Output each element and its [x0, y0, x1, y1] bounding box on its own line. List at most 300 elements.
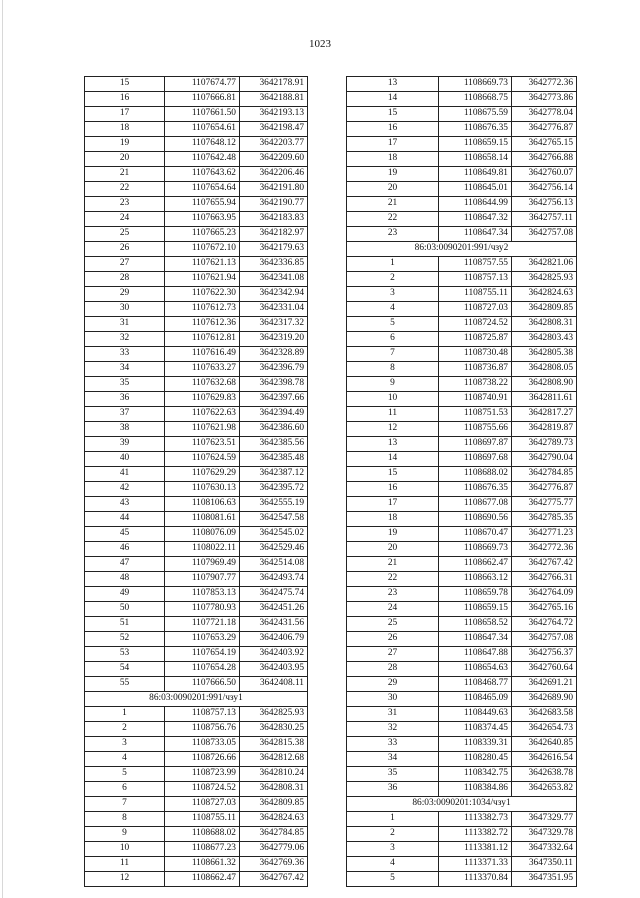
point-number-cell: 3: [347, 842, 439, 857]
x-coordinate-cell: 1107612.81: [165, 332, 240, 347]
x-coordinate-cell: 1108644.99: [439, 197, 512, 212]
y-coordinate-cell: 3642812.68: [240, 752, 308, 767]
point-number-cell: 16: [85, 92, 165, 107]
table-row: [347, 767, 577, 782]
table-row: [347, 872, 577, 887]
table-row: [347, 632, 577, 647]
x-coordinate-cell: 1108659.78: [439, 587, 512, 602]
point-number-cell: 44: [85, 512, 165, 527]
table-row: [347, 707, 577, 722]
y-coordinate-cell: 3642767.42: [240, 872, 308, 887]
x-coordinate-cell: 1108465.09: [439, 692, 512, 707]
table-row: [347, 662, 577, 677]
y-coordinate-cell: 3642773.86: [512, 92, 577, 107]
y-coordinate-cell: 3642785.35: [512, 512, 577, 527]
table-row: [347, 107, 577, 122]
point-number-cell: 4: [347, 302, 439, 317]
x-coordinate-cell: 1108688.02: [165, 827, 240, 842]
point-number-cell: 8: [347, 362, 439, 377]
y-coordinate-cell: 3642198.47: [240, 122, 308, 137]
y-coordinate-cell: 3642341.08: [240, 272, 308, 287]
x-coordinate-cell: 1107907.77: [165, 572, 240, 587]
x-coordinate-cell: 1107648.12: [165, 137, 240, 152]
point-number-cell: 15: [85, 77, 165, 92]
table-row: [347, 452, 577, 467]
y-coordinate-cell: 3642683.58: [512, 707, 577, 722]
x-coordinate-cell: 1108659.15: [439, 137, 512, 152]
y-coordinate-cell: 3642190.77: [240, 197, 308, 212]
point-number-cell: 25: [85, 227, 165, 242]
table-row: [347, 437, 577, 452]
y-coordinate-cell: 3642209.60: [240, 152, 308, 167]
table-row: [85, 602, 308, 617]
y-coordinate-cell: 3642808.05: [512, 362, 577, 377]
x-coordinate-cell: 1107633.27: [165, 362, 240, 377]
x-coordinate-cell: 1107655.94: [165, 197, 240, 212]
point-number-cell: 35: [347, 767, 439, 782]
point-number-cell: 12: [347, 422, 439, 437]
table-row: [85, 107, 308, 122]
x-coordinate-cell: 1108697.87: [439, 437, 512, 452]
table-row: [347, 407, 577, 422]
table-row: [85, 812, 308, 827]
y-coordinate-cell: 3642809.85: [512, 302, 577, 317]
table-row: [347, 842, 577, 857]
y-coordinate-cell: 3642403.95: [240, 662, 308, 677]
y-coordinate-cell: 3642387.12: [240, 467, 308, 482]
x-coordinate-cell: 1108733.05: [165, 737, 240, 752]
table-row: [85, 737, 308, 752]
y-coordinate-cell: 3642825.93: [240, 707, 308, 722]
point-number-cell: 28: [347, 662, 439, 677]
x-coordinate-cell: 1108076.09: [165, 527, 240, 542]
y-coordinate-cell: 3642824.63: [512, 287, 577, 302]
table-row: [85, 392, 308, 407]
y-coordinate-cell: 3642395.72: [240, 482, 308, 497]
point-number-cell: 26: [347, 632, 439, 647]
point-number-cell: 21: [347, 197, 439, 212]
table-row: [347, 167, 577, 182]
x-coordinate-cell: 1108668.75: [439, 92, 512, 107]
x-coordinate-cell: 1108676.35: [439, 122, 512, 137]
y-coordinate-cell: 3642756.14: [512, 182, 577, 197]
table-row: [85, 227, 308, 242]
table-row: [347, 812, 577, 827]
table-row: [85, 707, 308, 722]
y-coordinate-cell: 3642398.78: [240, 377, 308, 392]
x-coordinate-cell: 1108647.88: [439, 647, 512, 662]
x-coordinate-cell: 1108662.47: [439, 557, 512, 572]
y-coordinate-cell: 3642653.82: [512, 782, 577, 797]
y-coordinate-cell: 3647329.77: [512, 812, 577, 827]
point-number-cell: 24: [85, 212, 165, 227]
y-coordinate-cell: 3642317.32: [240, 317, 308, 332]
coordinates-table-right: [346, 76, 577, 887]
point-number-cell: 20: [85, 152, 165, 167]
point-number-cell: 54: [85, 662, 165, 677]
point-number-cell: 36: [347, 782, 439, 797]
table-row: [85, 242, 308, 257]
table-row: [347, 152, 577, 167]
point-number-cell: 5: [85, 767, 165, 782]
x-coordinate-cell: 1108751.53: [439, 407, 512, 422]
y-coordinate-cell: 3642809.85: [240, 797, 308, 812]
point-number-cell: 2: [85, 722, 165, 737]
x-coordinate-cell: 1113382.72: [439, 827, 512, 842]
table-row: [347, 737, 577, 752]
point-number-cell: 2: [347, 272, 439, 287]
y-coordinate-cell: 3642784.85: [512, 467, 577, 482]
x-coordinate-cell: 1107674.77: [165, 77, 240, 92]
table-row: [85, 197, 308, 212]
x-coordinate-cell: 1108736.87: [439, 362, 512, 377]
x-coordinate-cell: 1107653.29: [165, 632, 240, 647]
x-coordinate-cell: 1107721.18: [165, 617, 240, 632]
table-row: [347, 362, 577, 377]
y-coordinate-cell: 3642386.60: [240, 422, 308, 437]
point-number-cell: 11: [85, 857, 165, 872]
y-coordinate-cell: 3642817.27: [512, 407, 577, 422]
table-row: [85, 527, 308, 542]
x-coordinate-cell: 1108677.08: [439, 497, 512, 512]
y-coordinate-cell: 3642764.72: [512, 617, 577, 632]
y-coordinate-cell: 3642825.93: [512, 272, 577, 287]
table-row: [85, 782, 308, 797]
table-row: [85, 572, 308, 587]
table-row: [85, 182, 308, 197]
x-coordinate-cell: 1108757.55: [439, 257, 512, 272]
section-header-row: [347, 242, 577, 257]
y-coordinate-cell: 3647329.78: [512, 827, 577, 842]
table-row: [85, 617, 308, 632]
table-row: [347, 677, 577, 692]
x-coordinate-cell: 1108663.12: [439, 572, 512, 587]
x-coordinate-cell: 1107663.95: [165, 212, 240, 227]
point-number-cell: 15: [347, 467, 439, 482]
x-coordinate-cell: 1107629.83: [165, 392, 240, 407]
point-number-cell: 6: [347, 332, 439, 347]
y-coordinate-cell: 3642397.66: [240, 392, 308, 407]
x-coordinate-cell: 1113370.84: [439, 872, 512, 887]
x-coordinate-cell: 1113371.33: [439, 857, 512, 872]
point-number-cell: 37: [85, 407, 165, 422]
y-coordinate-cell: 3642756.13: [512, 197, 577, 212]
x-coordinate-cell: 1107665.23: [165, 227, 240, 242]
cadastral-number: 86:03:0090201:991/чзу2: [347, 242, 577, 257]
x-coordinate-cell: 1113381.12: [439, 842, 512, 857]
x-coordinate-cell: 1108726.66: [165, 752, 240, 767]
y-coordinate-cell: 3642803.43: [512, 332, 577, 347]
point-number-cell: 1: [347, 812, 439, 827]
table-row: [85, 857, 308, 872]
table-row: [347, 647, 577, 662]
x-coordinate-cell: 1107612.73: [165, 302, 240, 317]
y-coordinate-cell: 3642431.56: [240, 617, 308, 632]
y-coordinate-cell: 3642547.58: [240, 512, 308, 527]
x-coordinate-cell: 1108647.32: [439, 212, 512, 227]
x-coordinate-cell: 1108755.66: [439, 422, 512, 437]
table-row: [85, 347, 308, 362]
point-number-cell: 1: [85, 707, 165, 722]
y-coordinate-cell: 3642328.89: [240, 347, 308, 362]
x-coordinate-cell: 1107853.13: [165, 587, 240, 602]
point-number-cell: 4: [85, 752, 165, 767]
x-coordinate-cell: 1108661.32: [165, 857, 240, 872]
x-coordinate-cell: 1108724.52: [439, 317, 512, 332]
x-coordinate-cell: 1108654.63: [439, 662, 512, 677]
point-number-cell: 38: [85, 422, 165, 437]
x-coordinate-cell: 1108757.13: [165, 707, 240, 722]
y-coordinate-cell: 3642183.83: [240, 212, 308, 227]
x-coordinate-cell: 1107622.30: [165, 287, 240, 302]
y-coordinate-cell: 3642756.37: [512, 647, 577, 662]
y-coordinate-cell: 3642776.87: [512, 482, 577, 497]
table-row: [85, 752, 308, 767]
y-coordinate-cell: 3647332.64: [512, 842, 577, 857]
y-coordinate-cell: 3642342.94: [240, 287, 308, 302]
point-number-cell: 20: [347, 542, 439, 557]
y-coordinate-cell: 3642769.36: [240, 857, 308, 872]
table-row: [85, 272, 308, 287]
point-number-cell: 34: [85, 362, 165, 377]
y-coordinate-cell: 3642188.81: [240, 92, 308, 107]
x-coordinate-cell: 1108670.47: [439, 527, 512, 542]
point-number-cell: 18: [347, 152, 439, 167]
point-number-cell: 27: [347, 647, 439, 662]
x-coordinate-cell: 1108342.75: [439, 767, 512, 782]
y-coordinate-cell: 3642319.20: [240, 332, 308, 347]
table-row: [85, 482, 308, 497]
x-coordinate-cell: 1107622.63: [165, 407, 240, 422]
table-row: [347, 317, 577, 332]
table-row: [347, 542, 577, 557]
y-coordinate-cell: 3642206.46: [240, 167, 308, 182]
y-coordinate-cell: 3642689.90: [512, 692, 577, 707]
x-coordinate-cell: 1107642.48: [165, 152, 240, 167]
x-coordinate-cell: 1108659.15: [439, 602, 512, 617]
x-coordinate-cell: 1108757.13: [439, 272, 512, 287]
point-number-cell: 9: [347, 377, 439, 392]
y-coordinate-cell: 3642760.64: [512, 662, 577, 677]
point-number-cell: 41: [85, 467, 165, 482]
page-number: 1023: [309, 38, 331, 50]
y-coordinate-cell: 3642810.24: [240, 767, 308, 782]
point-number-cell: 25: [347, 617, 439, 632]
point-number-cell: 50: [85, 602, 165, 617]
point-number-cell: 13: [347, 437, 439, 452]
x-coordinate-cell: 1107666.50: [165, 677, 240, 692]
x-coordinate-cell: 1108374.45: [439, 722, 512, 737]
y-coordinate-cell: 3642654.73: [512, 722, 577, 737]
table-row: [85, 632, 308, 647]
table-row: [85, 662, 308, 677]
table-row: [347, 77, 577, 92]
x-coordinate-cell: 1108669.73: [439, 77, 512, 92]
point-number-cell: 19: [85, 137, 165, 152]
table-row: [85, 152, 308, 167]
x-coordinate-cell: 1107630.13: [165, 482, 240, 497]
point-number-cell: 7: [85, 797, 165, 812]
point-number-cell: 10: [85, 842, 165, 857]
table-row: [347, 572, 577, 587]
y-coordinate-cell: 3642775.77: [512, 497, 577, 512]
point-number-cell: 36: [85, 392, 165, 407]
point-number-cell: 49: [85, 587, 165, 602]
point-number-cell: 17: [347, 137, 439, 152]
table-row: [85, 77, 308, 92]
point-number-cell: 22: [347, 212, 439, 227]
y-coordinate-cell: 3642178.91: [240, 77, 308, 92]
x-coordinate-cell: 1107621.94: [165, 272, 240, 287]
y-coordinate-cell: 3642385.48: [240, 452, 308, 467]
point-number-cell: 30: [347, 692, 439, 707]
y-coordinate-cell: 3642193.13: [240, 107, 308, 122]
point-number-cell: 5: [347, 872, 439, 887]
table-row: [85, 122, 308, 137]
y-coordinate-cell: 3647350.11: [512, 857, 577, 872]
point-number-cell: 52: [85, 632, 165, 647]
y-coordinate-cell: 3642789.73: [512, 437, 577, 452]
x-coordinate-cell: 1108468.77: [439, 677, 512, 692]
point-number-cell: 23: [85, 197, 165, 212]
y-coordinate-cell: 3642757.11: [512, 212, 577, 227]
x-coordinate-cell: 1108658.52: [439, 617, 512, 632]
y-coordinate-cell: 3642475.74: [240, 587, 308, 602]
y-coordinate-cell: 3642808.31: [512, 317, 577, 332]
x-coordinate-cell: 1107666.81: [165, 92, 240, 107]
y-coordinate-cell: 3642808.31: [240, 782, 308, 797]
point-number-cell: 17: [347, 497, 439, 512]
x-coordinate-cell: 1108675.59: [439, 107, 512, 122]
x-coordinate-cell: 1108688.02: [439, 467, 512, 482]
y-coordinate-cell: 3642824.63: [240, 812, 308, 827]
point-number-cell: 18: [347, 512, 439, 527]
x-coordinate-cell: 1108384.86: [439, 782, 512, 797]
table-row: [85, 377, 308, 392]
cadastral-number: 86:03:0090201:1034/чзу1: [347, 797, 577, 812]
table-row: [85, 797, 308, 812]
x-coordinate-cell: 1108727.03: [165, 797, 240, 812]
point-number-cell: 22: [85, 182, 165, 197]
point-number-cell: 51: [85, 617, 165, 632]
x-coordinate-cell: 1107672.10: [165, 242, 240, 257]
y-coordinate-cell: 3642772.36: [512, 77, 577, 92]
table-row: [85, 842, 308, 857]
table-row: [347, 377, 577, 392]
y-coordinate-cell: 3642394.49: [240, 407, 308, 422]
table-row: [85, 167, 308, 182]
point-number-cell: 20: [347, 182, 439, 197]
table-row: [85, 647, 308, 662]
table-row: [85, 827, 308, 842]
y-coordinate-cell: 3642638.78: [512, 767, 577, 782]
point-number-cell: 3: [347, 287, 439, 302]
table-row: [347, 122, 577, 137]
point-number-cell: 30: [85, 302, 165, 317]
x-coordinate-cell: 1107654.28: [165, 662, 240, 677]
point-number-cell: 48: [85, 572, 165, 587]
table-row: [347, 482, 577, 497]
y-coordinate-cell: 3642514.08: [240, 557, 308, 572]
table-row: [85, 587, 308, 602]
table-row: [85, 452, 308, 467]
cadastral-number: 86:03:0090201:991/чзу1: [85, 692, 308, 707]
table-row: [85, 722, 308, 737]
table-row: [347, 527, 577, 542]
y-coordinate-cell: 3642529.46: [240, 542, 308, 557]
x-coordinate-cell: 1107621.13: [165, 257, 240, 272]
x-coordinate-cell: 1108022.11: [165, 542, 240, 557]
point-number-cell: 5: [347, 317, 439, 332]
table-row: [347, 557, 577, 572]
y-coordinate-cell: 3642331.04: [240, 302, 308, 317]
point-number-cell: 7: [347, 347, 439, 362]
point-number-cell: 2: [347, 827, 439, 842]
point-number-cell: 27: [85, 257, 165, 272]
x-coordinate-cell: 1108647.34: [439, 227, 512, 242]
point-number-cell: 46: [85, 542, 165, 557]
y-coordinate-cell: 3642203.77: [240, 137, 308, 152]
x-coordinate-cell: 1107616.49: [165, 347, 240, 362]
y-coordinate-cell: 3642830.25: [240, 722, 308, 737]
point-number-cell: 24: [347, 602, 439, 617]
table-row: [85, 767, 308, 782]
table-row: [85, 317, 308, 332]
point-number-cell: 14: [347, 92, 439, 107]
table-row: [85, 332, 308, 347]
x-coordinate-cell: 1107654.64: [165, 182, 240, 197]
x-coordinate-cell: 1108740.91: [439, 392, 512, 407]
table-row: [85, 497, 308, 512]
y-coordinate-cell: 3642779.06: [240, 842, 308, 857]
y-coordinate-cell: 3642406.79: [240, 632, 308, 647]
y-coordinate-cell: 3642776.87: [512, 122, 577, 137]
x-coordinate-cell: 1107969.49: [165, 557, 240, 572]
table-row: [85, 362, 308, 377]
table-row: [347, 257, 577, 272]
point-number-cell: 11: [347, 407, 439, 422]
x-coordinate-cell: 1108725.87: [439, 332, 512, 347]
table-row: [347, 302, 577, 317]
point-number-cell: 16: [347, 482, 439, 497]
table-row: [85, 137, 308, 152]
x-coordinate-cell: 1108081.61: [165, 512, 240, 527]
x-coordinate-cell: 1108647.34: [439, 632, 512, 647]
point-number-cell: 8: [85, 812, 165, 827]
page-edge-line: [2, 0, 3, 898]
x-coordinate-cell: 1108724.52: [165, 782, 240, 797]
x-coordinate-cell: 1107624.59: [165, 452, 240, 467]
point-number-cell: 3: [85, 737, 165, 752]
point-number-cell: 32: [347, 722, 439, 737]
coordinates-table-left: [84, 76, 308, 887]
table-row: [85, 302, 308, 317]
x-coordinate-cell: 1108662.47: [165, 872, 240, 887]
table-row: [347, 857, 577, 872]
table-row: [85, 437, 308, 452]
table-row: [347, 197, 577, 212]
y-coordinate-cell: 3642691.21: [512, 677, 577, 692]
point-number-cell: 53: [85, 647, 165, 662]
y-coordinate-cell: 3642191.80: [240, 182, 308, 197]
table-row: [85, 92, 308, 107]
x-coordinate-cell: 1107629.29: [165, 467, 240, 482]
point-number-cell: 33: [347, 737, 439, 752]
table-row: [347, 347, 577, 362]
point-number-cell: 13: [347, 77, 439, 92]
point-number-cell: 4: [347, 857, 439, 872]
point-number-cell: 6: [85, 782, 165, 797]
